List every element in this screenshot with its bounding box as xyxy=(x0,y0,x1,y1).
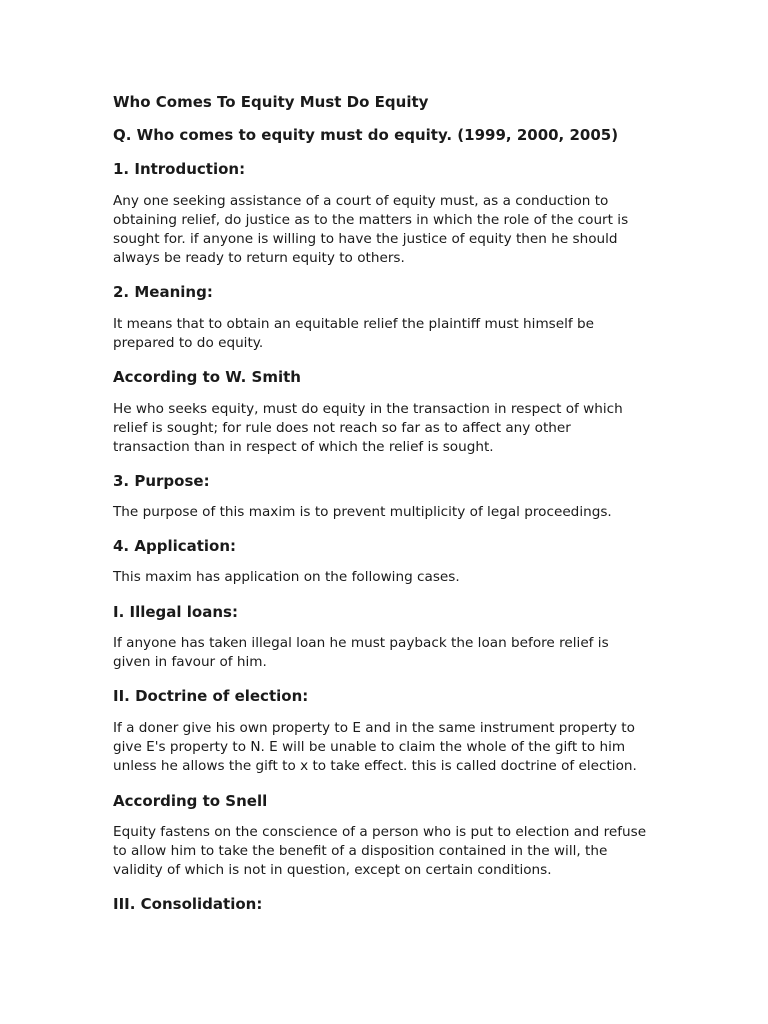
introduction-heading: 1. Introduction: xyxy=(113,160,246,178)
paragraph-line: This maxim has application on the following cases. xyxy=(113,569,460,585)
document-title: Who Comes To Equity Must Do Equity xyxy=(113,93,429,111)
introduction-paragraph xyxy=(113,192,658,268)
paragraph-line: validity of which is not in question, except on certain conditions. xyxy=(113,862,552,878)
paragraph-line: unless he allows the gift to x to take effect. this is called doctrine of election. xyxy=(113,758,637,774)
paragraph-line: Any one seeking assistance of a court of equity must, as a conduction to xyxy=(113,193,609,209)
consolidation-heading: III. Consolidation: xyxy=(113,895,263,913)
illegal-loans-paragraph xyxy=(113,634,658,672)
election-paragraph xyxy=(113,719,658,776)
application-heading: 4. Application: xyxy=(113,537,237,555)
paragraph-line: It means that to obtain an equitable relief the plaintiff must himself be xyxy=(113,316,595,332)
paragraph-line: If anyone has taken illegal loan he must payback the loan before relief is xyxy=(113,635,609,651)
illegal-loans-heading: I. Illegal loans: xyxy=(113,603,238,621)
snell-heading: According to Snell xyxy=(113,792,268,810)
purpose-paragraph xyxy=(113,503,658,522)
paragraph-line: give E's property to N. E will be unable to claim the whole of the gift to him xyxy=(113,739,626,755)
paragraph-line: to allow him to take the benefit of a disposition contained in the will, the xyxy=(113,843,608,859)
paragraph-line: always be ready to return equity to others. xyxy=(113,250,405,266)
meaning-heading: 2. Meaning: xyxy=(113,283,213,301)
paragraph-line: transaction than in respect of which the relief is sought. xyxy=(113,439,494,455)
paragraph-line: prepared to do equity. xyxy=(113,335,264,351)
paragraph-line: He who seeks equity, must do equity in the transaction in respect of which xyxy=(113,401,623,417)
smith-heading: According to W. Smith xyxy=(113,368,301,386)
paragraph-line: If a doner give his own property to E and in the same instrument property to xyxy=(113,720,635,736)
paragraph-line: relief is sought; for rule does not reach so far as to affect any other xyxy=(113,420,571,436)
meaning-paragraph xyxy=(113,315,658,353)
snell-paragraph xyxy=(113,823,658,880)
paragraph-line: Equity fastens on the conscience of a person who is put to election and refuse xyxy=(113,824,647,840)
paragraph-line: given in favour of him. xyxy=(113,654,267,670)
purpose-heading: 3. Purpose: xyxy=(113,472,210,490)
paragraph-line: The purpose of this maxim is to prevent multiplicity of legal proceedings. xyxy=(113,504,612,520)
question-heading: Q. Who comes to equity must do equity. (1999, 2000, 2005) xyxy=(113,126,619,144)
election-heading: II. Doctrine of election: xyxy=(113,687,309,705)
application-paragraph xyxy=(113,568,658,587)
smith-paragraph xyxy=(113,400,658,457)
paragraph-line: sought for. if anyone is willing to have the justice of equity then he should xyxy=(113,231,618,247)
paragraph-line: obtaining relief, do justice as to the matters in which the role of the court is xyxy=(113,212,629,228)
